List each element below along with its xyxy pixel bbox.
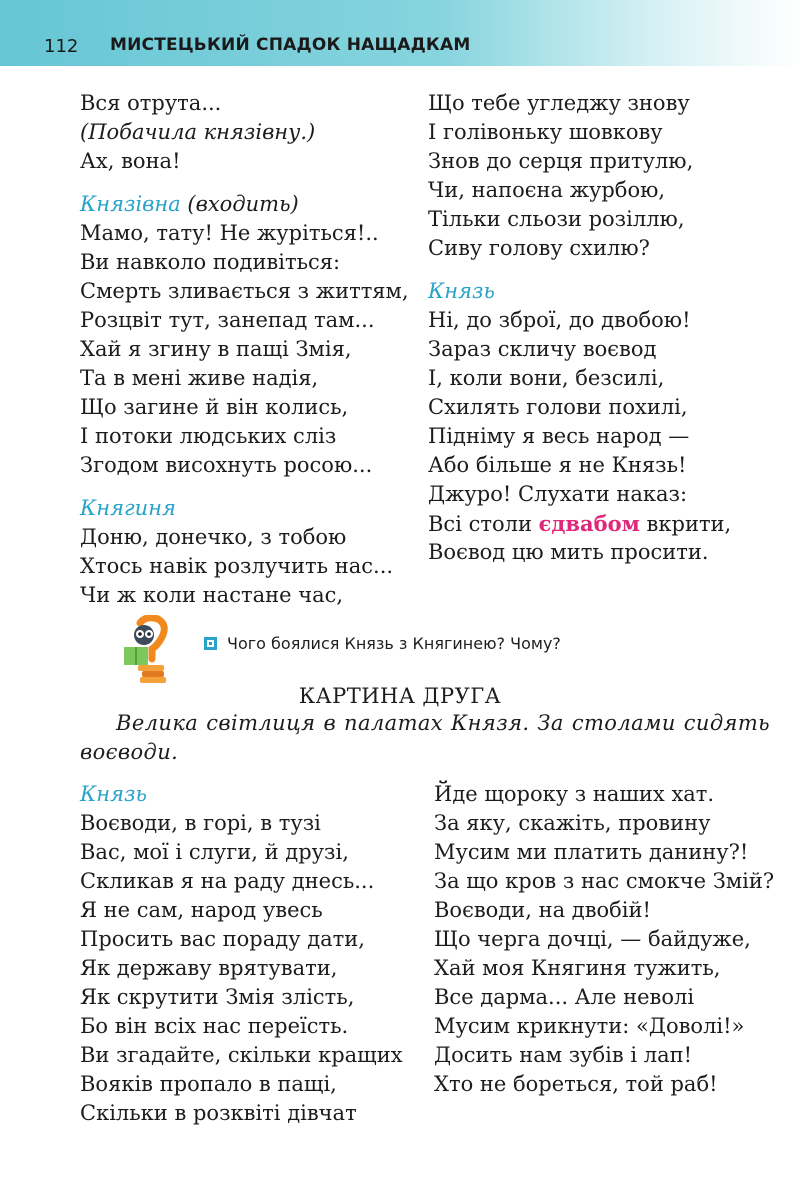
verse-line: Смерть зливається з життям, [80, 279, 409, 303]
verse-line: Скликав я на раду днесь... [80, 869, 375, 893]
page-number: 112 [44, 36, 79, 57]
verse-line: Знов до серця притулю, [428, 149, 694, 173]
section-title: МИСТЕЦЬКИЙ СПАДОК НАЩАДКАМ [110, 35, 471, 55]
speaker-name: Князь [428, 279, 495, 303]
verse-line: Чи ж коли настане час, [80, 583, 344, 607]
top-left-column [80, 89, 409, 610]
verse-line: Хтось навік розлучить нас... [80, 554, 394, 578]
verse-line: Що тебе угледжу знову [428, 91, 690, 115]
verse-line: Мусим крикнути: «Доволі!» [434, 1014, 745, 1038]
speaker-heading [80, 190, 409, 219]
verse-line: І потоки людських сліз [80, 424, 337, 448]
verse-line: Воєводи, в горі, в тузі [80, 811, 321, 835]
speaker-name: Князівна [80, 192, 181, 216]
question-prompt [204, 634, 561, 653]
verse-line: Хай я згину в пащі Змія, [80, 337, 352, 361]
verse-line: І голівоньку шовкову [428, 120, 663, 144]
stage-direction: (входить) [187, 192, 299, 216]
verse-line: Мусим ми платить данину?! [434, 840, 749, 864]
verse-line: Доню, донечко, з тобою [80, 525, 347, 549]
question-text: Чого боялися Князь з Княгинею? Чому? [227, 634, 561, 653]
verse-line: Згодом висохнуть росою... [80, 453, 373, 477]
verse-line: Хто не бореться, той раб! [434, 1072, 718, 1096]
verse-line: Розцвіт тут, занепад там... [80, 308, 375, 332]
verse-line: Як державу врятувати, [80, 956, 338, 980]
verse-line: Підніму я весь народ — [428, 424, 690, 448]
verse-line: Та в мені живе надія, [80, 366, 319, 390]
verse-line: Як скрутити Змія злість, [80, 985, 355, 1009]
verse-line: Ні, до зброї, до двобою! [428, 308, 691, 332]
verse-line: Ви навколо подивіться: [80, 250, 341, 274]
mascot-reading-book-icon [120, 615, 172, 687]
verse-line: Воєводи, на двобій! [434, 898, 651, 922]
verse-line: Ви згадайте, скільки кращих [80, 1043, 403, 1067]
verse-line [428, 509, 731, 538]
scene-description: Велика світлиця в палатах Князя. За столами сидять воєводи. [80, 711, 770, 764]
verse-line: Вся отрута... [80, 91, 222, 115]
verse-line: За яку, скажіть, провину [434, 811, 711, 835]
top-right-column [428, 89, 731, 567]
highlighted-word: єдвабом [538, 511, 640, 536]
verse-line: І, коли вони, безсилі, [428, 366, 665, 390]
verse-line: Схилять голови похилі, [428, 395, 688, 419]
verse-line: Тільки сльози розіллю, [428, 207, 685, 231]
page-header [0, 0, 800, 66]
bottom-right-column [434, 780, 774, 1099]
verse-line: Вояків пропало в пащі, [80, 1072, 337, 1096]
verse-line: Що черга дочці, — байдуже, [434, 927, 751, 951]
verse-line: Ах, вона! [80, 149, 181, 173]
verse-line: Вас, мої і слуги, й друзі, [80, 840, 349, 864]
verse-line: Йде щороку з наших хат. [434, 782, 715, 806]
stage-direction: (Побачила князівну.) [80, 120, 316, 144]
verse-line: Чи, напоєна журбою, [428, 178, 666, 202]
verse-line: Скільки в розквіті дівчат [80, 1101, 357, 1125]
verse-text: Всі столи [428, 512, 539, 536]
verse-line: Хай моя Княгиня тужить, [434, 956, 721, 980]
speaker-name: Князь [80, 782, 147, 806]
verse-line: Джуро! Слухати наказ: [428, 482, 688, 506]
bottom-left-column [80, 780, 403, 1128]
verse-line: Воєвод цю мить просити. [428, 540, 709, 564]
verse-line: Все дарма... Але неволі [434, 985, 695, 1009]
verse-line: Зараз скличу воєвод [428, 337, 657, 361]
verse-line: Мамо, тату! Не журіться!.. [80, 221, 379, 245]
question-bullet-icon [204, 637, 217, 650]
verse-text: вкрити, [639, 512, 732, 536]
verse-line: Що загине й він колись, [80, 395, 349, 419]
verse-line: Бо він всіх нас переїсть. [80, 1014, 349, 1038]
verse-line: Я не сам, народ увесь [80, 898, 323, 922]
verse-line: Досить нам зубів і лап! [434, 1043, 693, 1067]
scene-title: КАРТИНА ДРУГА [298, 684, 502, 708]
verse-line: Сиву голову схилю? [428, 236, 650, 260]
verse-line: За що кров з нас смокче Змій? [434, 869, 775, 893]
verse-line: Просить вас пораду дати, [80, 927, 365, 951]
speaker-name: Княгиня [80, 496, 176, 520]
verse-line: Або більше я не Князь! [428, 453, 687, 477]
